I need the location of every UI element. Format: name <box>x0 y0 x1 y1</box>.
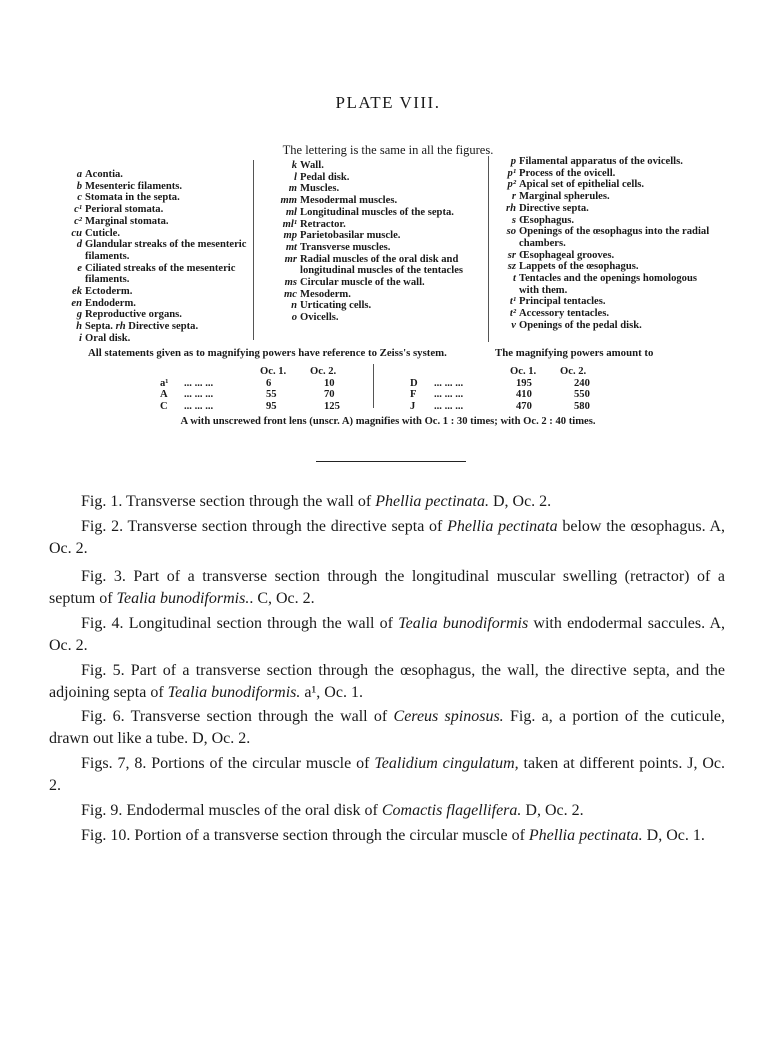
legend-key: o <box>291 312 297 324</box>
legend-desc <box>519 308 718 320</box>
legend-entry <box>52 192 252 204</box>
legend-key: ek <box>72 286 82 298</box>
legend-key: p¹ <box>507 167 516 179</box>
legend-entry <box>52 298 252 310</box>
oc1-header: Oc. 1. <box>260 366 287 377</box>
legend-desc <box>300 219 497 231</box>
magnification-table-right <box>410 366 624 412</box>
leader-dots: ... ... ... <box>184 400 214 412</box>
legend-column-2 <box>257 160 497 324</box>
legend-entry <box>490 156 718 168</box>
legend-desc-text: Circular muscle of the wall. <box>300 277 425 289</box>
legend-entry <box>257 289 497 301</box>
caption-text: Fig. 2. Transverse section through the directive septa of <box>81 518 448 535</box>
figure-caption <box>49 800 725 822</box>
legend-entry <box>52 333 252 345</box>
caption-text: D, Oc. 2. <box>521 802 584 819</box>
objective-label: D <box>410 377 418 389</box>
legend-key: m <box>288 183 297 195</box>
objective-label: F <box>410 389 417 400</box>
legend-key: g <box>76 309 82 321</box>
legend-desc-text: Glandular streaks of the mesenteric filaments. <box>85 239 247 262</box>
legend-entry <box>257 172 497 184</box>
legend-desc <box>519 226 718 249</box>
legend-entry <box>52 286 252 298</box>
objective-label: J <box>410 400 416 412</box>
lettering-note: The lettering is the same in all the figures. <box>282 143 494 157</box>
oc2-value: 70 <box>324 389 335 400</box>
legend-key: l <box>294 171 297 183</box>
magnification-row <box>410 401 624 413</box>
oc1-value: 410 <box>516 389 532 400</box>
legend-key: i <box>79 332 82 344</box>
legend-desc <box>85 263 252 286</box>
legend-desc-text: Transverse muscles. <box>300 241 391 253</box>
legend-desc <box>519 156 718 168</box>
oc2-value: 240 <box>574 377 590 389</box>
legend-desc <box>85 321 252 333</box>
legend-desc <box>300 160 497 172</box>
magnification-row <box>410 378 624 390</box>
oc1-value: 6 <box>266 377 272 389</box>
legend-divider-2 <box>488 156 489 342</box>
legend-desc-text: Acontia. <box>85 169 123 180</box>
legend-desc <box>85 228 252 240</box>
legend-desc <box>519 215 718 227</box>
legend-desc-text: Process of the ovicell. <box>519 167 616 179</box>
legend-key: p² <box>507 179 516 191</box>
legend-key: r <box>511 191 516 203</box>
legend-key: e <box>77 262 82 274</box>
legend-desc <box>519 250 718 262</box>
legend-entry <box>52 263 252 286</box>
oc2-value: 550 <box>574 389 590 400</box>
legend-desc-text: Directive septa. <box>128 321 199 333</box>
legend-desc-text: Openings of the pedal disk. <box>519 319 642 331</box>
legend-entry <box>257 242 497 254</box>
legend-key: mt <box>285 241 297 253</box>
leader-dots: ... ... ... <box>184 389 214 400</box>
legend-key: mr <box>284 253 297 265</box>
legend-entry <box>490 261 718 273</box>
legend-column-1 <box>52 169 252 345</box>
species-name: Comactis flagellifera. <box>381 802 522 819</box>
caption-text: Fig. 5. Part of a transverse section through the œsophagus, the wall, the directive septa, and the adjoining septa of <box>49 662 725 701</box>
legend-desc-text: Filamental apparatus of the ovicells. <box>519 156 683 167</box>
legend-desc <box>300 183 497 195</box>
legend-desc <box>300 207 497 219</box>
legend-entry <box>257 300 497 312</box>
legend-key: a <box>76 169 82 180</box>
legend-entry <box>257 230 497 242</box>
legend-desc-text: Mesodermal muscles. <box>300 195 398 207</box>
legend-desc-text: Lappets of the œsophagus. <box>519 261 639 273</box>
legend-desc-text: Œsophagus. <box>519 214 575 226</box>
legend-key: d <box>76 239 82 251</box>
legend-entry <box>490 215 718 227</box>
legend-entry <box>257 254 497 277</box>
legend-desc-text: Ciliated streaks of the mesenteric filaments. <box>85 262 236 286</box>
legend-entry <box>257 183 497 195</box>
legend-desc-text: Perioral stomata. <box>85 204 164 216</box>
legend-desc-text: Ovicells. <box>300 312 339 324</box>
magnification-footnote: A with unscrewed front lens (unscr. A) magnifies with Oc. 1 : 30 times; with Oc. 2 : 40 times. <box>180 416 596 427</box>
legend-key: c <box>77 192 82 204</box>
legend-desc-text: Accessory tentacles. <box>519 308 610 320</box>
caption-text: . C, Oc. 2. <box>249 590 315 607</box>
legend-key: mm <box>280 195 297 207</box>
legend-desc <box>519 179 718 191</box>
species-name: Phellia pectinata <box>447 518 558 535</box>
magnification-intro: The magnifying powers amount to <box>495 347 654 359</box>
magnification-divider <box>373 364 374 408</box>
legend-desc <box>300 254 497 277</box>
caption-text: D, Oc. 1. <box>642 827 705 844</box>
legend-desc-text: Openings of the œsophagus into the radial chambers. <box>519 226 710 249</box>
leader-dots: ... ... ... <box>434 377 464 389</box>
legend-entry <box>52 228 252 240</box>
figure-caption <box>49 753 725 797</box>
magnification-row <box>160 401 374 413</box>
legend-key: t <box>513 273 516 285</box>
legend-entry <box>490 250 718 262</box>
legend-key: en <box>71 297 82 309</box>
legend-desc <box>519 191 718 203</box>
oc1-value: 470 <box>516 400 532 412</box>
caption-text: Fig. 9. Endodermal muscles of the oral disk of <box>81 802 382 819</box>
legend-key: rh <box>505 202 516 214</box>
legend-entry <box>257 195 497 207</box>
legend-key: rh <box>115 321 126 333</box>
legend-key: s <box>511 214 516 226</box>
legend-desc-text: Mesoderm. <box>300 288 351 300</box>
leader-dots: ... ... ... <box>434 389 464 400</box>
legend-entry <box>490 179 718 191</box>
legend-desc <box>300 300 497 312</box>
legend-desc-text: Radial muscles of the oral disk and longitudinal muscles of the tentacles <box>300 253 464 277</box>
legend-desc-text: Muscles. <box>300 183 340 195</box>
legend-entry <box>490 226 718 249</box>
legend-key: p <box>510 156 516 167</box>
caption-text: Fig. a, a portion of the cuticule, drawn out like a tube. D, Oc. 2. <box>49 708 726 747</box>
legend-entry <box>490 320 718 332</box>
legend-desc-text: Septa. <box>85 321 113 333</box>
legend-entry <box>52 216 252 228</box>
legend-desc-text: Wall. <box>300 160 324 171</box>
legend-desc <box>85 309 252 321</box>
legend-desc <box>85 239 252 262</box>
legend-desc-text: Urticating cells. <box>300 300 372 312</box>
legend-key: sr <box>507 249 516 261</box>
legend-desc <box>519 168 718 180</box>
separator-rule <box>316 461 466 462</box>
figure-caption <box>49 516 725 560</box>
legend-key: h <box>76 321 82 333</box>
objective-label: A <box>160 389 168 400</box>
magnification-note: All statements given as to magnifying powers have reference to Zeiss's system. <box>88 347 447 359</box>
legend-key: mp <box>283 230 297 242</box>
caption-text: Fig. 10. Portion of a transverse section through the circular muscle of <box>81 827 529 844</box>
oc2-value: 10 <box>324 377 335 389</box>
caption-text: D, Oc. 2. <box>488 493 552 510</box>
caption-text: a¹, Oc. 1. <box>300 684 363 701</box>
leader-dots: ... ... ... <box>184 377 214 389</box>
legend-desc <box>519 203 718 215</box>
species-name: Tealia bunodiformis. <box>167 684 301 701</box>
legend-desc-text: Marginal spherules. <box>519 191 610 203</box>
legend-desc <box>85 286 252 298</box>
legend-desc <box>300 242 497 254</box>
legend-entry <box>490 296 718 308</box>
legend-desc <box>519 320 718 332</box>
species-name: Phellia pectinata. <box>375 493 489 510</box>
legend-desc-text: Principal tentacles. <box>519 296 606 308</box>
legend-desc-text: Apical set of epithelial cells. <box>519 179 645 191</box>
legend-key: v <box>511 319 516 331</box>
legend-desc-text: Pedal disk. <box>300 171 350 183</box>
legend-entry <box>490 273 718 296</box>
legend-desc-text: Directive septa. <box>519 202 589 214</box>
objective-label: C <box>160 400 168 412</box>
legend-entry <box>52 204 252 216</box>
legend-column-3 <box>490 156 718 332</box>
legend-desc <box>519 261 718 273</box>
figure-caption <box>49 706 725 750</box>
legend-key: c¹ <box>74 204 82 216</box>
legend-entry <box>490 168 718 180</box>
legend-key: so <box>506 226 516 238</box>
oc2-header: Oc. 2. <box>560 366 587 377</box>
legend-entry <box>52 239 252 262</box>
legend-desc-text: Mesenteric filaments. <box>85 180 183 192</box>
legend-desc-text: Reproductive organs. <box>85 309 182 321</box>
caption-text: below the œsophagus. A, Oc. 2. <box>49 518 726 557</box>
legend-desc <box>85 192 252 204</box>
figure-caption <box>49 660 725 704</box>
oc2-header: Oc. 2. <box>310 366 337 377</box>
legend-key: sz <box>507 261 516 273</box>
species-name: Tealia bunodiformis <box>398 615 529 632</box>
legend-desc <box>300 312 497 324</box>
legend-key: ml <box>285 206 297 218</box>
legend-desc <box>85 298 252 310</box>
plate-title: PLATE VIII. <box>335 93 441 112</box>
legend-desc <box>85 169 252 181</box>
legend-desc <box>300 277 497 289</box>
legend-desc-text: Œsophageal grooves. <box>519 249 615 261</box>
oc1-value: 55 <box>266 389 277 400</box>
legend-divider-1 <box>253 160 254 340</box>
objective-label: a¹ <box>160 377 169 389</box>
legend-entry <box>52 309 252 321</box>
legend-key: k <box>291 160 297 171</box>
oc2-value: 580 <box>574 400 590 412</box>
legend-entry <box>257 277 497 289</box>
legend-desc-text: Stomata in the septa. <box>85 192 180 204</box>
oc1-value: 195 <box>516 377 532 389</box>
legend-key: mc <box>284 288 297 300</box>
magnification-row <box>160 378 374 390</box>
legend-key: b <box>76 180 82 192</box>
oc2-value: 125 <box>324 400 340 412</box>
legend-entry <box>490 203 718 215</box>
legend-desc-text: Retractor. <box>300 218 346 230</box>
legend-desc-text: Longitudinal muscles of the septa. <box>300 206 454 218</box>
legend-key: cu <box>71 227 82 239</box>
magnification-row <box>160 389 374 401</box>
legend-desc-text: Ectoderm. <box>85 286 133 298</box>
legend-desc <box>519 296 718 308</box>
legend-entry <box>52 169 252 181</box>
magnification-row <box>410 389 624 401</box>
legend-entry <box>257 160 497 172</box>
legend-key: t¹ <box>509 296 516 308</box>
legend-desc-text: Parietobasilar muscle. <box>300 230 401 242</box>
legend-desc <box>85 333 252 345</box>
legend-key: ms <box>284 277 297 289</box>
caption-text: Fig. 3. Part of a transverse section through the longitudinal muscular swelling (retractor) of a septum of <box>49 568 725 607</box>
caption-text: taken at different points. J, Oc. 2. <box>49 755 726 794</box>
legend-key: c² <box>74 215 82 227</box>
figure-caption <box>49 825 725 847</box>
oc1-value: 95 <box>266 400 277 412</box>
legend-desc <box>300 230 497 242</box>
species-name: Phellia pectinata. <box>528 827 643 844</box>
legend-desc-text: Endoderm. <box>85 297 136 309</box>
legend-desc <box>300 289 497 301</box>
legend-key: ml¹ <box>282 218 297 230</box>
legend-desc <box>300 195 497 207</box>
legend-entry <box>490 308 718 320</box>
figure-caption <box>49 491 725 513</box>
caption-text: Fig. 6. Transverse section through the wall of <box>81 708 394 725</box>
caption-text: Figs. 7, 8. Portions of the circular muscle of <box>81 755 375 772</box>
magnification-table-left <box>160 366 374 412</box>
leader-dots: ... ... ... <box>434 400 464 412</box>
legend-entry <box>52 321 252 333</box>
legend-desc <box>300 172 497 184</box>
legend-entry <box>490 191 718 203</box>
species-name: Cereus spinosus. <box>393 708 504 725</box>
legend-key: t² <box>509 308 516 320</box>
legend-desc-text: Cuticle. <box>85 227 121 239</box>
legend-desc <box>85 204 252 216</box>
legend-desc-text: Oral disk. <box>85 332 131 344</box>
legend-desc <box>519 273 718 296</box>
legend-entry <box>257 312 497 324</box>
legend-desc-text: Tentacles and the openings homologous with them. <box>519 273 697 296</box>
legend-entry <box>257 207 497 219</box>
caption-text: Fig. 4. Longitudinal section through the wall of <box>81 615 399 632</box>
legend-key: n <box>291 300 297 312</box>
legend-desc <box>85 181 252 193</box>
caption-text: with endodermal saccules. A, Oc. 2. <box>49 615 725 654</box>
legend-desc <box>85 216 252 228</box>
species-name: Tealia bunodiformis. <box>116 590 250 607</box>
figure-caption <box>49 613 725 657</box>
figure-caption <box>49 566 725 610</box>
oc1-header: Oc. 1. <box>510 366 537 377</box>
legend-entry <box>257 219 497 231</box>
legend-entry <box>52 181 252 193</box>
legend-desc-text: Marginal stomata. <box>85 215 169 227</box>
species-name: Tealidium cingulatum, <box>374 755 519 772</box>
caption-text: Fig. 1. Transverse section through the wall of <box>81 493 376 510</box>
